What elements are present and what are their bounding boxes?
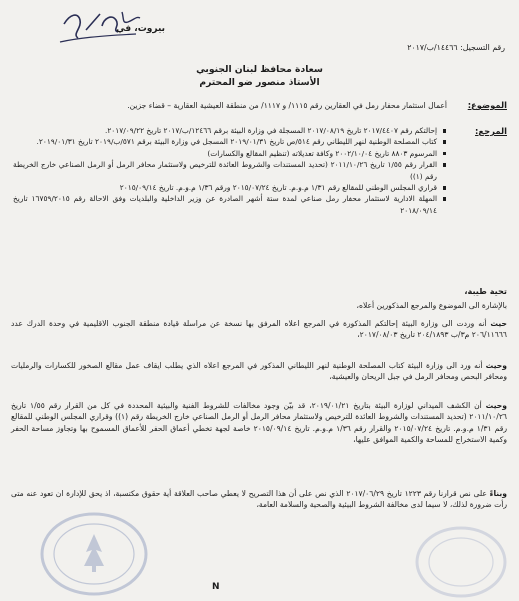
reference-item: كتاب المصلحة الوطنية لنهر الليطاني رقم ٥١٤/ص تاريخ ٢٠١٩/٠١/٣١ المسجل في وزارة البيئة برقم ٥٧١/ب/٢٠١٩ تاريخ ٢٠١٩/٠١/٣١. — [13, 136, 437, 147]
ministry-stamp-seal — [34, 498, 154, 598]
reference-item: القرار رقم ١/٥٥ تاريخ ٢٠١١/١٠/٢٦ (تحديد المستندات والشروط العائدة للترخيص ولاستثمار محافر الرمل أو الرمل الصناعي خارج الخريطة رقم (١)) — [13, 160, 437, 181]
ministry-stamp-secondary — [413, 520, 509, 598]
paragraph-lead: وبناءً — [489, 489, 507, 498]
reference-item: إحالتكم رقم ٢٠١٧/٤٤٠٧ تاريخ ٢٠١٧/٠٨/١٩ المسجلة في وزارة البيئة برقم ١٢٤٦٦/ب/٢٠١٧ تاريخ ٢٠١٧/٠٩/٢٢. — [13, 125, 437, 136]
paragraph-text: أن الكشف الميداني لوزارة البيئة بتاريخ ٢٠١٩/٠١/٢١، قد بيّن وجود مخالفات للشروط الفنية والبيئية المحددة في كل من القرار رقم ١/٥٥ تاريخ ٢٠١١/١٠/٢٦ (تحديد المستندات والشروط العائدة للترخيص ولاستثمار محافر الرمل أو الرمل الصناعي خارج الخريطة رقم (١)) وقراري المجلس الوطني للمقالع رقم ١/٣١ م.و.م. تاريخ ٢٠١٥/٠٧/٢٤ والقرار رقم ١/٣٦ م.و.م. تاريخ ٢٠١٥/٠٩/١٤ خاصة لجهة تخطي أعماق الحفر للأعماق المسموح بها وتجاوز مساحة الحفر وكمية الاستخراج للمساحة والكمية الموافق عليها، — [11, 401, 507, 445]
recipient-name: الأستاذ منصور ضو المحترم — [199, 77, 320, 88]
paragraph-2 — [11, 360, 507, 383]
subject-label: الموضوع: — [467, 100, 507, 110]
city-date-label: بيروت، في — [116, 24, 165, 34]
paragraph-lead: وحيث — [485, 401, 507, 410]
reference-list — [13, 125, 447, 216]
subject-text: أعمال استثمار محفار رمل في العقارين رقم ١١١٥/ و ١١١٧/ من منطقة العيشية العقارية – قضاء جزين. — [127, 101, 447, 110]
paragraph-lead: حيث — [490, 319, 507, 328]
paragraph-text: على نص قرارنا رقم ١٢٢٣ تاريخ ٢٠١٧/٠٦/٢٩ الذي نص على أن هذا التصريح لا يعطي صاحب العلاقة أية حقوق مكتسبة، اذ يحق للإدارة ان تعود عنه متى رأت ضرورة لذلك، لا سيما لدى مخالفة الشروط البيئية والصحية والسلامة العامة، — [11, 489, 507, 510]
registration-number: رقم التسجيل: ١٤٤٦٦/ب/٢٠١٧ — [407, 43, 505, 52]
paragraph-1 — [11, 318, 507, 341]
reference-label: المرجع: — [475, 126, 507, 136]
ministry-stamp-secondary-ring — [413, 520, 509, 598]
reference-item: المهلة الادارية لاستثمار محفار رمل صناعي لمدة ستة أشهر الصادرة عن وزير الداخلية والبلديات وفق الاحالة رقم ١٦٧٥٩/٢٠١٥ تاريخ ٢٠١٨/٠٩/١٤ — [13, 194, 437, 215]
intro-line: بالإشارة الى الموضوع والمرجع المذكورين أعلاه، — [356, 301, 507, 310]
reference-item: قراري المجلس الوطني للمقالع رقم ١/٣١ م.و.م. تاريخ ٢٠١٥/٠٧/٢٤ ورقم ١/٣٦ م.و.م. تاريخ ٢٠١٥/٠٩/١٤ — [13, 182, 437, 193]
paragraph-text: أنه ورد الى وزارة البيئة كتاب المصلحة الوطنية لنهر الليطاني المذكور في المرجع اعلاه الذي يطلب ايقاف عمل مقالع الصخور للكسارات والرمليات ومحافر البحص ومحافر الرمل في جبل الريحان والعيشية، — [11, 361, 507, 382]
page-mark: N — [212, 582, 220, 592]
greeting: تحية طيبة، — [464, 286, 507, 296]
ministry-stamp — [34, 498, 154, 598]
reference-item: المرسوم ٨٨٠٣ تاريخ ٢٠٠٢/١٠/٠٤ وكافة تعديلاته (تنظيم المقالع والكسارات) — [13, 148, 437, 159]
paragraph-3 — [11, 400, 507, 446]
recipient-title: سعادة محافظ لبنان الجنوبي — [196, 64, 323, 75]
paragraph-text: أنه وردت الى وزارة البيئة إحالتكم المذكورة في المرجع اعلاه المرفق بها نسخة عن مراسلة قيادة منطقة الجنوب الاقليمية في وحدة الدرك عدد ٢٠٦/١١٦٦٦ م٣/ب ٢٠٤/١٨٩٣ تاريخ ٢٠١٧/٠٨/٠٣، — [11, 319, 507, 340]
paragraph-lead: وحيث — [485, 361, 507, 370]
